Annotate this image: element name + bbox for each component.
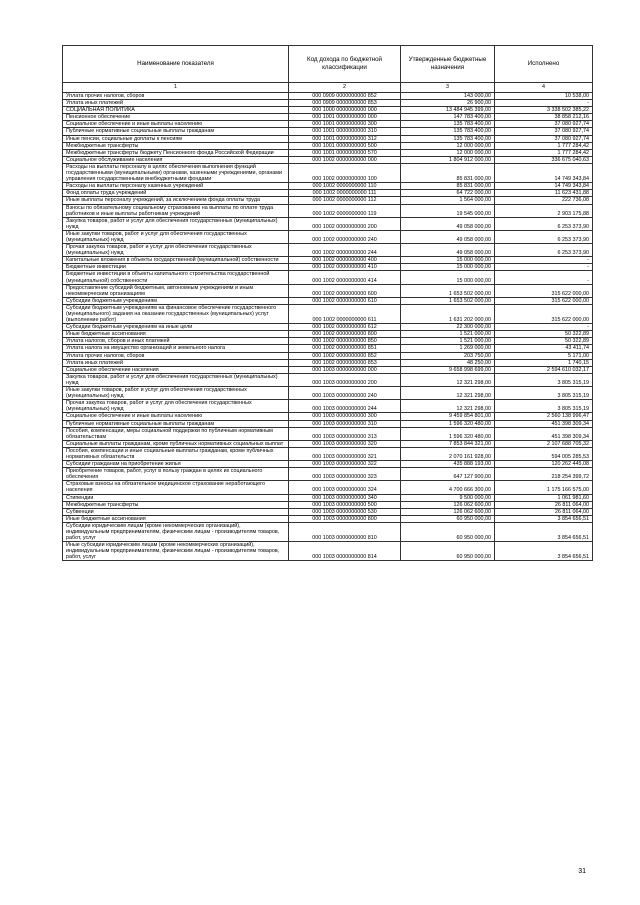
- indicator-name-cell: Социальное обеспечение населения: [63, 366, 289, 373]
- indicator-name-cell: Иные субсидии юридическим лицам (кроме некоммерческих организаций), индивидуальным предпринимателям, физическим лицам - производителям товаров, работ, услуг: [63, 542, 289, 561]
- income-code-cell: 000 1002 0000000000 111: [289, 190, 401, 197]
- executed-amount-cell: -: [495, 100, 593, 107]
- column-number: 3: [401, 83, 495, 93]
- column-number: 1: [63, 83, 289, 93]
- column-number: 2: [289, 83, 401, 93]
- indicator-name-cell: Взносы по обязательному социальному страхованию на выплаты по оплате труда работников и иные выплаты работникам учреждений: [63, 204, 289, 217]
- approved-amount-cell: 49 058 000,00: [401, 244, 495, 257]
- table-row: [63, 387, 593, 400]
- income-code-cell: 000 1002 0000000000 400: [289, 257, 401, 264]
- approved-amount-cell: 1 596 320 480,00: [401, 420, 495, 427]
- executed-amount-cell: 3 854 656,51: [495, 542, 593, 561]
- income-code-cell: 000 1001 0000000000 570: [289, 149, 401, 156]
- approved-amount-cell: 9 500 000,00: [401, 494, 495, 501]
- table-row: [63, 420, 593, 427]
- income-code-cell: 000 1001 0000000000 312: [289, 135, 401, 142]
- indicator-name-cell: Бюджетные инвестиции: [63, 264, 289, 271]
- table-row: [63, 427, 593, 440]
- approved-amount-cell: 26 900,00: [401, 100, 495, 107]
- header-approved-assignments: Утвержденные бюджетные назначения: [401, 46, 495, 83]
- income-code-cell: 000 1002 0000000000 610: [289, 297, 401, 304]
- table-row: [63, 494, 593, 501]
- executed-amount-cell: 3 338 502 385,22: [495, 107, 593, 114]
- executed-amount-cell: 1 061 981,60: [495, 494, 593, 501]
- income-code-cell: 000 1003 0000000000 800: [289, 515, 401, 522]
- income-code-cell: 000 1003 0000000000 814: [289, 542, 401, 561]
- income-code-cell: 000 1002 0000000000 244: [289, 244, 401, 257]
- executed-amount-cell: 315 622 000,00: [495, 284, 593, 297]
- indicator-name-cell: Иные закупки товаров, работ и услуг для обеспечения государственных (муниципальных) нужд: [63, 230, 289, 243]
- executed-amount-cell: 3 854 656,51: [495, 522, 593, 541]
- approved-amount-cell: 126 062 600,00: [401, 501, 495, 508]
- table-row: [63, 468, 593, 481]
- income-code-cell: 000 1003 0000000000 200: [289, 373, 401, 386]
- indicator-name-cell: Иные бюджетные ассигнования: [63, 331, 289, 338]
- executed-amount-cell: 50 322,89: [495, 338, 593, 345]
- approved-amount-cell: 49 058 000,00: [401, 217, 495, 230]
- column-number: 4: [495, 83, 593, 93]
- executed-amount-cell: 50 322,89: [495, 331, 593, 338]
- approved-amount-cell: 647 127 900,00: [401, 468, 495, 481]
- executed-amount-cell: 11 623 431,88: [495, 190, 593, 197]
- executed-amount-cell: 3 805 315,19: [495, 373, 593, 386]
- income-code-cell: 000 1002 0000000000 852: [289, 352, 401, 359]
- approved-amount-cell: 135 783 400,00: [401, 128, 495, 135]
- indicator-name-cell: Страховые взносы на обязательное медицинское страхование неработающего населения: [63, 481, 289, 494]
- approved-amount-cell: 9 658 998 699,00: [401, 366, 495, 373]
- approved-amount-cell: 13 484 945 399,00: [401, 107, 495, 114]
- indicator-name-cell: Субсидии юридическим лицам (кроме некоммерческих организаций), индивидуальным предпринимателям, физическим лицам - производителям товаров, работ, услуг: [63, 522, 289, 541]
- income-code-cell: 000 1002 0000000000 119: [289, 204, 401, 217]
- approved-amount-cell: 7 853 844 321,00: [401, 440, 495, 447]
- executed-amount-cell: 5 171,00: [495, 352, 593, 359]
- table-row: [63, 481, 593, 494]
- indicator-name-cell: Закупка товаров, работ и услуг для обеспечения государственных (муниципальных) нужд: [63, 217, 289, 230]
- income-code-cell: 000 1001 0000000000 300: [289, 121, 401, 128]
- income-code-cell: 000 1003 0000000000 321: [289, 447, 401, 460]
- table-row: [63, 447, 593, 460]
- approved-amount-cell: 126 062 600,00: [401, 508, 495, 515]
- table-row: [63, 142, 593, 149]
- income-code-cell: 000 1003 0000000000 320: [289, 440, 401, 447]
- table-row: [63, 359, 593, 366]
- indicator-name-cell: Расходы на выплаты персоналу в целях обеспечения выполнения функций государственными (муниципальными) органами, казенными учреждениями, органами управления государственными внебюджетными фондами: [63, 163, 289, 182]
- executed-amount-cell: 315 622 000,00: [495, 297, 593, 304]
- indicator-name-cell: Социальные выплаты гражданам, кроме публичных нормативных социальных выплат: [63, 440, 289, 447]
- indicator-name-cell: Субсидии бюджетным учреждениям на иные цели: [63, 324, 289, 331]
- indicator-name-cell: Социальное обеспечение и иные выплаты населению: [63, 121, 289, 128]
- executed-amount-cell: 43 411,74: [495, 345, 593, 352]
- indicator-name-cell: Иные закупки товаров, работ и услуг для обеспечения государственных (муниципальных) нужд: [63, 387, 289, 400]
- indicator-name-cell: Социальное обслуживание населения: [63, 156, 289, 163]
- budget-execution-table: [62, 45, 593, 561]
- approved-amount-cell: 12 321 298,00: [401, 400, 495, 413]
- table-row: [63, 338, 593, 345]
- executed-amount-cell: -: [495, 324, 593, 331]
- income-code-cell: 000 1003 0000000000 340: [289, 494, 401, 501]
- table-row: [63, 114, 593, 121]
- income-code-cell: 000 1001 0000000000 310: [289, 128, 401, 135]
- table-header-row: [63, 46, 593, 83]
- income-code-cell: 000 1003 0000000000 500: [289, 501, 401, 508]
- income-code-cell: 000 1003 0000000000 324: [289, 481, 401, 494]
- table-row: [63, 284, 593, 297]
- executed-amount-cell: 2 903 175,88: [495, 204, 593, 217]
- approved-amount-cell: 12 321 298,00: [401, 387, 495, 400]
- table-row: [63, 197, 593, 204]
- indicator-name-cell: Межбюджетные трансферты бюджету Пенсионного фонда Российской Федерации: [63, 149, 289, 156]
- executed-amount-cell: -: [495, 271, 593, 284]
- table-row: [63, 149, 593, 156]
- indicator-name-cell: Приобретение товаров, работ, услуг в пользу граждан в целях их социального обеспечения: [63, 468, 289, 481]
- table-row: [63, 461, 593, 468]
- table-row: [63, 257, 593, 264]
- table-row: [63, 440, 593, 447]
- approved-amount-cell: 203 750,00: [401, 352, 495, 359]
- table-body: [63, 83, 593, 561]
- table-row: [63, 264, 593, 271]
- indicator-name-cell: Уплата прочих налогов, сборов: [63, 93, 289, 100]
- table-row: [63, 121, 593, 128]
- executed-amount-cell: 451 398 309,34: [495, 420, 593, 427]
- executed-amount-cell: 2 594 610 032,17: [495, 366, 593, 373]
- executed-amount-cell: 336 675 040,63: [495, 156, 593, 163]
- table-row: [63, 204, 593, 217]
- executed-amount-cell: 14 749 343,84: [495, 163, 593, 182]
- indicator-name-cell: Стипендии: [63, 494, 289, 501]
- income-code-cell: 000 1002 0000000000 000: [289, 156, 401, 163]
- approved-amount-cell: 60 950 000,00: [401, 522, 495, 541]
- executed-amount-cell: 26 811 064,00: [495, 508, 593, 515]
- indicator-name-cell: Субсидии бюджетным учреждениям на финансовое обеспечение государственного (муниципального) задания на оказание государственных (муниципальных) услуг (выполнение работ): [63, 304, 289, 323]
- executed-amount-cell: 26 811 064,00: [495, 501, 593, 508]
- executed-amount-cell: 1 777 284,42: [495, 149, 593, 156]
- income-code-cell: 000 0909 0000000000 853: [289, 100, 401, 107]
- table-row: [63, 244, 593, 257]
- table-row: [63, 522, 593, 541]
- approved-amount-cell: 85 831 000,00: [401, 183, 495, 190]
- approved-amount-cell: 147 783 400,00: [401, 114, 495, 121]
- executed-amount-cell: 3 854 656,51: [495, 515, 593, 522]
- indicator-name-cell: Публичные нормативные социальные выплаты гражданам: [63, 420, 289, 427]
- indicator-name-cell: Бюджетные инвестиции в объекты капитального строительства государственной (муниципальной) собственности: [63, 271, 289, 284]
- income-code-cell: 000 1001 0000000000 000: [289, 114, 401, 121]
- approved-amount-cell: 1 521 000,00: [401, 331, 495, 338]
- table-row: [63, 128, 593, 135]
- indicator-name-cell: Субсидии бюджетным учреждениям: [63, 297, 289, 304]
- table-row: [63, 156, 593, 163]
- indicator-name-cell: Предоставление субсидий бюджетным, автономным учреждениям и иным некоммерческим организациям: [63, 284, 289, 297]
- approved-amount-cell: 135 783 400,00: [401, 121, 495, 128]
- indicator-name-cell: Уплата иных платежей: [63, 359, 289, 366]
- indicator-name-cell: Межбюджетные трансферты: [63, 501, 289, 508]
- indicator-name-cell: Расходы на выплаты персоналу казенных учреждений: [63, 183, 289, 190]
- income-code-cell: 000 1002 0000000000 853: [289, 359, 401, 366]
- income-code-cell: 000 1002 0000000000 600: [289, 284, 401, 297]
- income-code-cell: 000 1000 0000000000 000: [289, 107, 401, 114]
- table-row: [63, 413, 593, 420]
- table-row: [63, 304, 593, 323]
- executed-amount-cell: 1 740,15: [495, 359, 593, 366]
- income-code-cell: 000 1001 0000000000 500: [289, 142, 401, 149]
- executed-amount-cell: 451 398 309,34: [495, 427, 593, 440]
- indicator-name-cell: Пособия, компенсации, меры социальной поддержки по публичным нормативным обязательствам: [63, 427, 289, 440]
- header-income-code: Код дохода по бюджетной классификации: [289, 46, 401, 83]
- executed-amount-cell: 2 560 138 996,47: [495, 413, 593, 420]
- indicator-name-cell: Иные выплаты персоналу учреждений, за исключением фонда оплаты труда: [63, 197, 289, 204]
- approved-amount-cell: 60 950 000,00: [401, 515, 495, 522]
- header-indicator-name: Наименование показателя: [63, 46, 289, 83]
- approved-amount-cell: 22 300 000,00: [401, 324, 495, 331]
- indicator-name-cell: Прочая закупка товаров, работ и услуг для обеспечения государственных (муниципальных) нужд: [63, 400, 289, 413]
- income-code-cell: 000 1003 0000000000 322: [289, 461, 401, 468]
- indicator-name-cell: Субсидии гражданам на приобретение жилья: [63, 461, 289, 468]
- executed-amount-cell: 222 736,08: [495, 197, 593, 204]
- income-code-cell: 000 1003 0000000000 000: [289, 366, 401, 373]
- income-code-cell: 000 1003 0000000000 810: [289, 522, 401, 541]
- income-code-cell: 000 1002 0000000000 851: [289, 345, 401, 352]
- approved-amount-cell: 12 000 000,00: [401, 142, 495, 149]
- executed-amount-cell: 14 749 343,84: [495, 183, 593, 190]
- table-row: [63, 400, 593, 413]
- table-row: [63, 508, 593, 515]
- approved-amount-cell: 64 722 000,00: [401, 190, 495, 197]
- executed-amount-cell: 6 253 373,90: [495, 230, 593, 243]
- executed-amount-cell: 37 080 927,74: [495, 121, 593, 128]
- indicator-name-cell: Иные пенсии, социальные доплаты к пенсиям: [63, 135, 289, 142]
- approved-amount-cell: 1 596 320 480,00: [401, 427, 495, 440]
- table-row: [63, 100, 593, 107]
- indicator-name-cell: Уплата налогов, сборов и иных платежей: [63, 338, 289, 345]
- table-row: [63, 190, 593, 197]
- indicator-name-cell: Межбюджетные трансферты: [63, 142, 289, 149]
- indicator-name-cell: Пенсионное обеспечение: [63, 114, 289, 121]
- executed-amount-cell: 3 805 315,19: [495, 400, 593, 413]
- approved-amount-cell: 1 804 912 000,00: [401, 156, 495, 163]
- income-code-cell: 000 1003 0000000000 240: [289, 387, 401, 400]
- income-code-cell: 000 1002 0000000000 200: [289, 217, 401, 230]
- executed-amount-cell: 1 175 166 575,00: [495, 481, 593, 494]
- approved-amount-cell: 1 564 000,00: [401, 197, 495, 204]
- executed-amount-cell: 315 622 000,00: [495, 304, 593, 323]
- approved-amount-cell: 49 058 000,00: [401, 230, 495, 243]
- indicator-name-cell: Публичные нормативные социальные выплаты гражданам: [63, 128, 289, 135]
- table-row: [63, 271, 593, 284]
- table-row: [63, 345, 593, 352]
- executed-amount-cell: 6 253 373,90: [495, 217, 593, 230]
- indicator-name-cell: Капитальные вложения в объекты государственной (муниципальной) собственности: [63, 257, 289, 264]
- table-row: [63, 331, 593, 338]
- executed-amount-cell: 218 254 399,72: [495, 468, 593, 481]
- table-row: [63, 352, 593, 359]
- approved-amount-cell: 60 950 000,00: [401, 542, 495, 561]
- approved-amount-cell: 15 000 000,00: [401, 271, 495, 284]
- indicator-name-cell: СОЦИАЛЬНАЯ ПОЛИТИКА: [63, 107, 289, 114]
- indicator-name-cell: Субвенции: [63, 508, 289, 515]
- table-row: [63, 366, 593, 373]
- approved-amount-cell: 1 521 000,00: [401, 338, 495, 345]
- table-row: [63, 373, 593, 386]
- indicator-name-cell: Иные бюджетные ассигнования: [63, 515, 289, 522]
- indicator-name-cell: Закупка товаров, работ и услуг для обеспечения государственных (муниципальных) нужд: [63, 373, 289, 386]
- approved-amount-cell: 12 000 000,00: [401, 149, 495, 156]
- income-code-cell: 000 1003 0000000000 323: [289, 468, 401, 481]
- table-row: [63, 542, 593, 561]
- table-row: [63, 183, 593, 190]
- income-code-cell: 000 1002 0000000000 612: [289, 324, 401, 331]
- income-code-cell: 000 1002 0000000000 410: [289, 264, 401, 271]
- indicator-name-cell: Уплата налога на имущество организаций и земельного налога: [63, 345, 289, 352]
- approved-amount-cell: 19 545 000,00: [401, 204, 495, 217]
- header-executed: Исполнено: [495, 46, 593, 83]
- executed-amount-cell: -: [495, 257, 593, 264]
- income-code-cell: 000 1003 0000000000 313: [289, 427, 401, 440]
- income-code-cell: 000 1002 0000000000 100: [289, 163, 401, 182]
- approved-amount-cell: 48 250,00: [401, 359, 495, 366]
- income-code-cell: 000 0909 0000000000 852: [289, 93, 401, 100]
- income-code-cell: 000 1002 0000000000 414: [289, 271, 401, 284]
- approved-amount-cell: 435 888 193,00: [401, 461, 495, 468]
- table-row: [63, 501, 593, 508]
- income-code-cell: 000 1003 0000000000 300: [289, 413, 401, 420]
- income-code-cell: 000 1002 0000000000 112: [289, 197, 401, 204]
- executed-amount-cell: 3 805 315,19: [495, 387, 593, 400]
- approved-amount-cell: 143 000,00: [401, 93, 495, 100]
- approved-amount-cell: 4 700 666 300,00: [401, 481, 495, 494]
- income-code-cell: 000 1002 0000000000 800: [289, 331, 401, 338]
- table-row: [63, 107, 593, 114]
- indicator-name-cell: Фонд оплаты труда учреждений: [63, 190, 289, 197]
- approved-amount-cell: 135 783 400,00: [401, 135, 495, 142]
- income-code-cell: 000 1002 0000000000 240: [289, 230, 401, 243]
- approved-amount-cell: 12 321 298,00: [401, 373, 495, 386]
- table-row: [63, 163, 593, 182]
- executed-amount-cell: 120 262 445,08: [495, 461, 593, 468]
- page-number: 31: [578, 868, 586, 875]
- approved-amount-cell: 85 831 000,00: [401, 163, 495, 182]
- executed-amount-cell: 10 538,00: [495, 93, 593, 100]
- approved-amount-cell: 15 000 000,00: [401, 257, 495, 264]
- executed-amount-cell: 37 080 927,74: [495, 128, 593, 135]
- income-code-cell: 000 1002 0000000000 611: [289, 304, 401, 323]
- indicator-name-cell: Уплата прочих налогов, сборов: [63, 352, 289, 359]
- income-code-cell: 000 1003 0000000000 530: [289, 508, 401, 515]
- approved-amount-cell: 1 653 502 000,00: [401, 284, 495, 297]
- executed-amount-cell: 38 858 212,16: [495, 114, 593, 121]
- indicator-name-cell: Социальное обеспечение и иные выплаты населению: [63, 413, 289, 420]
- table-row: [63, 93, 593, 100]
- approved-amount-cell: 1 631 202 000,00: [401, 304, 495, 323]
- income-code-cell: 000 1002 0000000000 850: [289, 338, 401, 345]
- indicator-name-cell: Пособия, компенсации и иные социальные выплаты гражданам, кроме публичных нормативных обязательств: [63, 447, 289, 460]
- table-row: [63, 297, 593, 304]
- approved-amount-cell: 1 653 502 000,00: [401, 297, 495, 304]
- approved-amount-cell: 1 269 000,00: [401, 345, 495, 352]
- executed-amount-cell: 2 107 688 705,32: [495, 440, 593, 447]
- indicator-name-cell: Уплата иных платежей: [63, 100, 289, 107]
- table-row: [63, 135, 593, 142]
- indicator-name-cell: Прочая закупка товаров, работ и услуг для обеспечения государственных (муниципальных) нужд: [63, 244, 289, 257]
- column-number-row: [63, 83, 593, 93]
- table-row: [63, 324, 593, 331]
- table-row: [63, 515, 593, 522]
- executed-amount-cell: 1 777 284,42: [495, 142, 593, 149]
- income-code-cell: 000 1002 0000000000 110: [289, 183, 401, 190]
- approved-amount-cell: 15 000 000,00: [401, 264, 495, 271]
- executed-amount-cell: 594 005 285,53: [495, 447, 593, 460]
- table-row: [63, 230, 593, 243]
- approved-amount-cell: 9 459 854 801,00: [401, 413, 495, 420]
- executed-amount-cell: 37 080 927,74: [495, 135, 593, 142]
- executed-amount-cell: 6 253 373,90: [495, 244, 593, 257]
- table-row: [63, 217, 593, 230]
- income-code-cell: 000 1003 0000000000 244: [289, 400, 401, 413]
- executed-amount-cell: -: [495, 264, 593, 271]
- income-code-cell: 000 1003 0000000000 310: [289, 420, 401, 427]
- approved-amount-cell: 2 070 161 928,00: [401, 447, 495, 460]
